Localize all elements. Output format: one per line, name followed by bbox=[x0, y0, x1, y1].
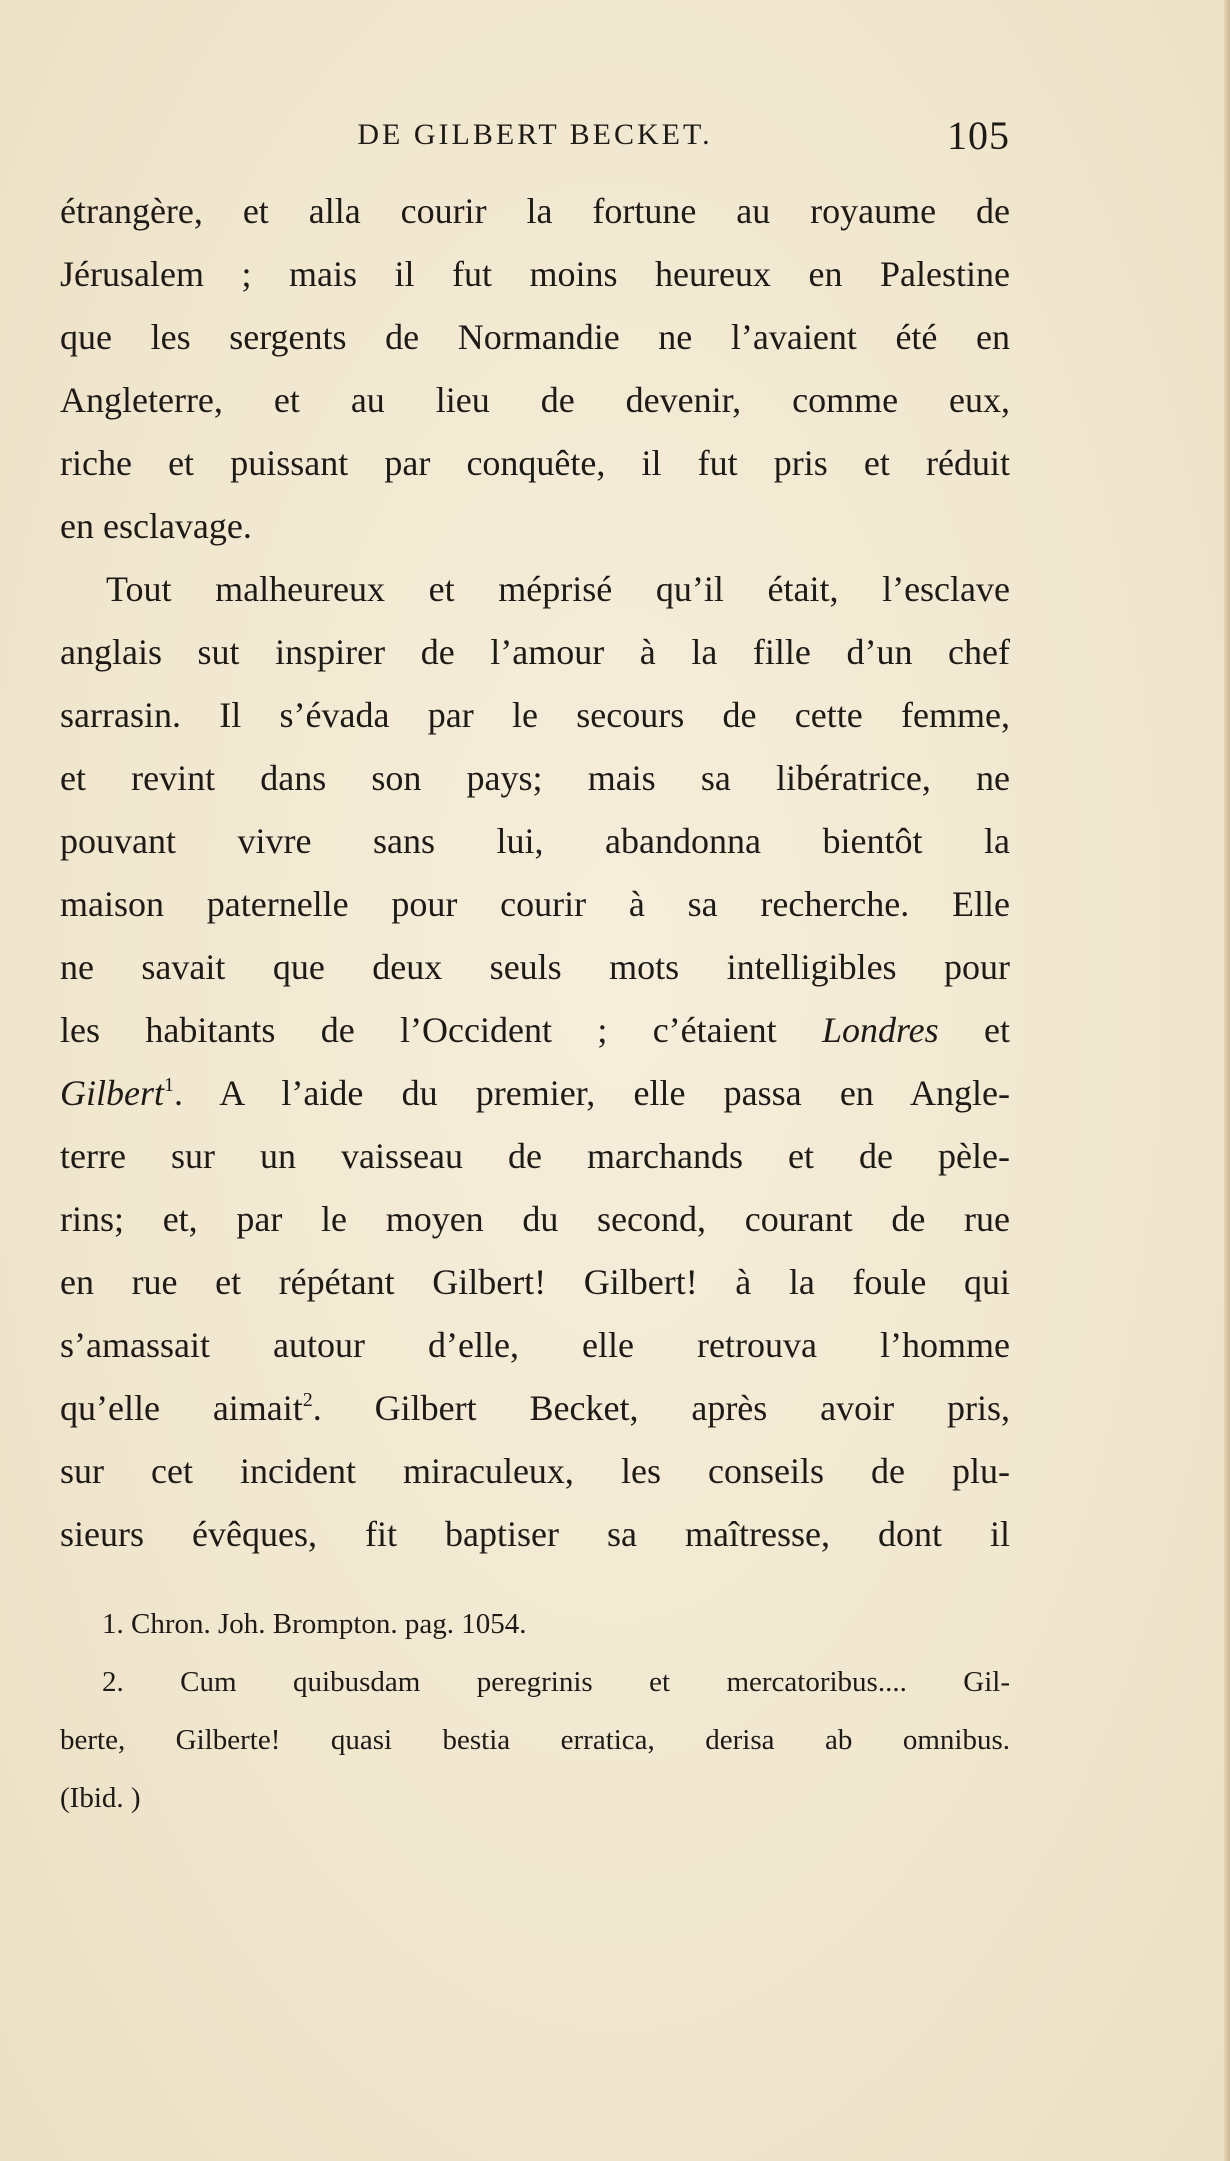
paragraph-2 bbox=[60, 558, 1010, 1566]
text-line bbox=[60, 999, 1010, 1062]
body-text bbox=[60, 180, 1010, 1566]
text-line: sieurs évêques, fit baptiser sa maîtresse, dont il bbox=[60, 1514, 1010, 1554]
footnote-ref-2: 2 bbox=[302, 1389, 313, 1411]
footnote-2-line: 2. Cum quibusdam peregrinis et mercatoribus.... Gil- bbox=[102, 1666, 1010, 1698]
footnote-2-line: (Ibid. ) bbox=[60, 1782, 141, 1814]
running-head bbox=[60, 112, 1010, 162]
text-line: riche et puissant par conquête, il fut pris et réduit bbox=[60, 443, 1010, 483]
text-line bbox=[60, 1062, 1010, 1125]
text-run: . A l’aide du premier, elle passa en Angle- bbox=[174, 1073, 1010, 1113]
footnote-2-line: berte, Gilberte! quasi bestia erratica, derisa ab omnibus. bbox=[60, 1724, 1010, 1756]
paragraph-1 bbox=[60, 180, 1010, 558]
text-line: s’amassait autour d’elle, elle retrouva l’homme bbox=[60, 1325, 1010, 1365]
footnotes bbox=[60, 1595, 1010, 1827]
text-line: étrangère, et alla courir la fortune au royaume de bbox=[60, 191, 1010, 231]
text-run: qu’elle aimait bbox=[60, 1388, 303, 1428]
text-line: pouvant vivre sans lui, abandonna bientôt la bbox=[60, 821, 1010, 861]
text-line: terre sur un vaisseau de marchands et de pèle- bbox=[60, 1136, 1010, 1176]
text-line: sarrasin. Il s’évada par le secours de cette femme, bbox=[60, 695, 1010, 735]
page-number: 105 bbox=[947, 113, 1010, 158]
text-run: les habitants de l’Occident ; c’étaient bbox=[60, 1010, 822, 1050]
text-run: et bbox=[938, 1010, 1010, 1050]
text-line: Tout malheureux et méprisé qu’il était, l’esclave bbox=[106, 569, 1010, 609]
text-line: anglais sut inspirer de l’amour à la fille d’un chef bbox=[60, 632, 1010, 672]
italic-word-londres: Londres bbox=[821, 1010, 939, 1050]
footnote-ref-1: 1 bbox=[164, 1074, 174, 1096]
text-line: maison paternelle pour courir à sa recherche. Elle bbox=[60, 884, 1010, 924]
text-line: rins; et, par le moyen du second, courant de rue bbox=[60, 1199, 1010, 1239]
text-line: et revint dans son pays; mais sa libératrice, ne bbox=[60, 758, 1010, 798]
footnote-1: 1. Chron. Joh. Brompton. pag. 1054. bbox=[102, 1608, 527, 1640]
running-title: DE GILBERT BECKET. bbox=[357, 118, 713, 151]
text-line: Jérusalem ; mais il fut moins heureux en Palestine bbox=[60, 254, 1010, 294]
text-line: en rue et répétant Gilbert! Gilbert! à la foule qui bbox=[60, 1262, 1010, 1302]
italic-word-gilbert: Gilbert bbox=[60, 1073, 164, 1113]
text-run: . Gilbert Becket, après avoir pris, bbox=[312, 1388, 1010, 1428]
text-line: en esclavage. bbox=[60, 506, 252, 546]
text-line: Angleterre, et au lieu de devenir, comme eux, bbox=[60, 380, 1010, 420]
text-line: que les sergents de Normandie ne l’avaient été en bbox=[60, 317, 1010, 357]
text-line: sur cet incident miraculeux, les conseils de plu- bbox=[60, 1451, 1010, 1491]
text-line bbox=[60, 1377, 1010, 1440]
text-line: ne savait que deux seuls mots intelligibles pour bbox=[60, 947, 1010, 987]
page-edge-shadow bbox=[1224, 0, 1230, 2161]
